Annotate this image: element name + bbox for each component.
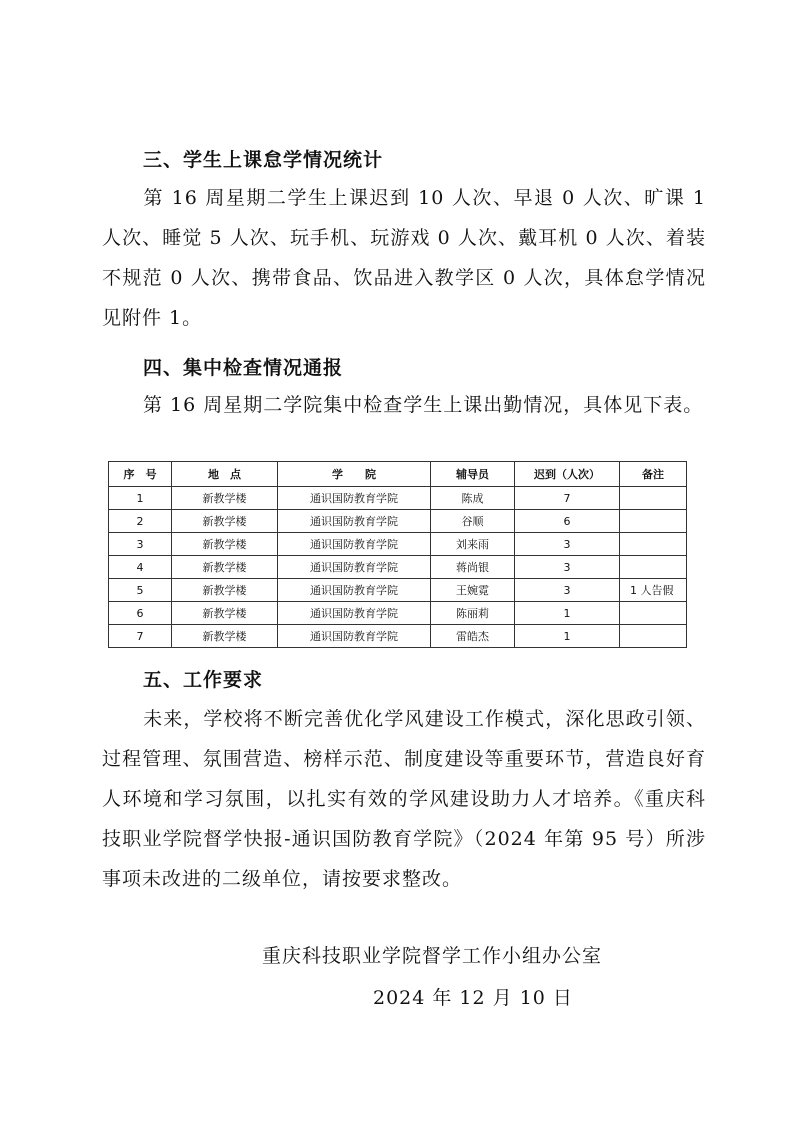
cell-college: 通识国防教育学院 — [278, 602, 431, 625]
table-row — [109, 487, 687, 510]
cell-college: 通识国防教育学院 — [278, 487, 431, 510]
cell-location: 新教学楼 — [172, 579, 278, 602]
table-row — [109, 579, 687, 602]
section-4-heading: 四、集中检查情况通报 — [143, 357, 344, 379]
cell-late-count: 7 — [515, 487, 620, 510]
cell-note — [620, 510, 687, 533]
section-3-heading: 三、学生上课怠学情况统计 — [143, 149, 384, 171]
section-5-heading: 五、工作要求 — [143, 669, 264, 691]
cell-index: 2 — [109, 510, 172, 533]
section-4-body: 第 16 周星期二学院集中检查学生上课出勤情况，具体见下表。 — [143, 394, 704, 416]
cell-late-count: 6 — [515, 510, 620, 533]
signature-date: 2024 年 12 月 10 日 — [373, 987, 573, 1009]
cell-note — [620, 533, 687, 556]
cell-index: 7 — [109, 625, 172, 648]
section-5-body: 未来，学校将不断完善优化学风建设工作模式，深化思政引领、过程管理、氛围营造、榜样示范、制度建设等重要环节，营造良好育人环境和学习氛围，以扎实有效的学风建设助力人才培养。《重庆科技职业学院督学快报-通识国防教育学院》（2024 年第 95 号）所涉事项未改进的二级单位，请按要求整改。 — [102, 708, 706, 890]
cell-note: 1 人告假 — [620, 579, 687, 602]
cell-late-count: 1 — [515, 625, 620, 648]
cell-college: 通识国防教育学院 — [278, 579, 431, 602]
header-note: 备注 — [620, 462, 687, 487]
cell-location: 新教学楼 — [172, 556, 278, 579]
cell-college: 通识国防教育学院 — [278, 556, 431, 579]
attendance-table — [108, 461, 687, 648]
cell-location: 新教学楼 — [172, 533, 278, 556]
cell-counselor: 陈成 — [431, 487, 515, 510]
cell-counselor: 陈丽莉 — [431, 602, 515, 625]
cell-index: 5 — [109, 579, 172, 602]
table-row — [109, 510, 687, 533]
header-counselor: 辅导员 — [431, 462, 515, 487]
cell-counselor: 蒋尚银 — [431, 556, 515, 579]
cell-index: 1 — [109, 487, 172, 510]
cell-location: 新教学楼 — [172, 625, 278, 648]
section-3-body: 第 16 周星期二学生上课迟到 10 人次、早退 0 人次、旷课 1 人次、睡觉 5 人次、玩手机、玩游戏 0 人次、戴耳机 0 人次、着装不规范 0 人次、携带食品、饮品进入教学区 0 人次，具体怠学情况见附件 1。 — [102, 187, 706, 329]
cell-note — [620, 625, 687, 648]
cell-location: 新教学楼 — [172, 602, 278, 625]
cell-index: 4 — [109, 556, 172, 579]
header-college: 学 院 — [278, 462, 431, 487]
signature-office: 重庆科技职业学院督学工作小组办公室 — [262, 945, 603, 967]
cell-counselor: 谷顺 — [431, 510, 515, 533]
cell-location: 新教学楼 — [172, 510, 278, 533]
cell-late-count: 1 — [515, 602, 620, 625]
cell-late-count: 3 — [515, 556, 620, 579]
cell-college: 通识国防教育学院 — [278, 625, 431, 648]
cell-note — [620, 487, 687, 510]
table-row — [109, 556, 687, 579]
table-row — [109, 533, 687, 556]
cell-location: 新教学楼 — [172, 487, 278, 510]
table-row — [109, 602, 687, 625]
cell-college: 通识国防教育学院 — [278, 510, 431, 533]
cell-counselor: 雷皓杰 — [431, 625, 515, 648]
cell-note — [620, 602, 687, 625]
header-location: 地 点 — [172, 462, 278, 487]
cell-index: 3 — [109, 533, 172, 556]
table-header-row — [109, 462, 687, 487]
cell-late-count: 3 — [515, 533, 620, 556]
cell-late-count: 3 — [515, 579, 620, 602]
cell-counselor: 刘来雨 — [431, 533, 515, 556]
cell-counselor: 王婉霓 — [431, 579, 515, 602]
cell-index: 6 — [109, 602, 172, 625]
table-row — [109, 625, 687, 648]
cell-college: 通识国防教育学院 — [278, 533, 431, 556]
header-late-count: 迟到（人次） — [515, 462, 620, 487]
header-index: 序 号 — [109, 462, 172, 487]
cell-note — [620, 556, 687, 579]
